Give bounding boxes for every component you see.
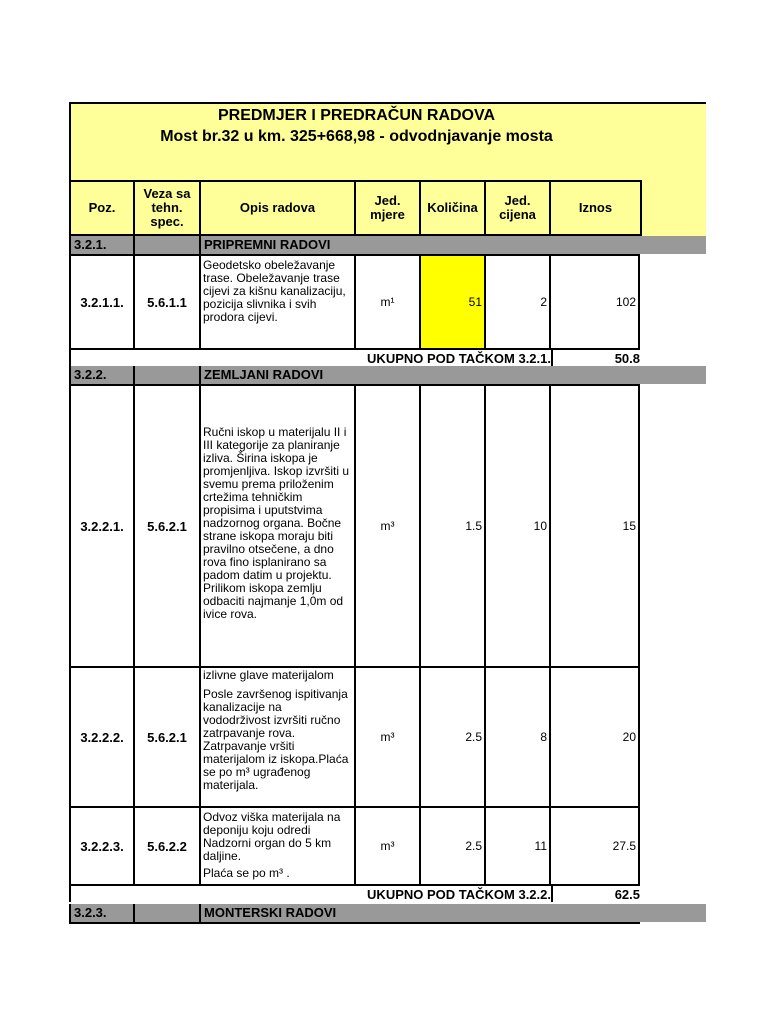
section-name[interactable]: MONTERSKI RADOVI — [199, 904, 640, 922]
section-name[interactable]: PRIPREMNI RADOVI — [199, 236, 640, 254]
header-opis[interactable]: Opis radova — [199, 180, 354, 236]
column-header-row — [69, 180, 706, 236]
total-value[interactable]: 62.5 — [551, 886, 642, 902]
cell-cijena[interactable]: 11 — [484, 806, 549, 884]
cell-kolicina[interactable]: 1.5 — [419, 384, 484, 666]
cell-opis[interactable] — [199, 666, 354, 806]
opis-text-unit: Plaća se po m³ . — [203, 866, 290, 880]
cell-jed[interactable]: m³ — [354, 384, 419, 666]
section-row-3-2-2 — [69, 366, 706, 384]
header-jed-cijena[interactable]: Jed. cijena — [484, 180, 549, 236]
document-title: PREDMJER I PREDRAČUN RADOVA — [217, 107, 496, 124]
table-bottom-border — [69, 922, 640, 924]
cell-iznos[interactable]: 20 — [549, 666, 640, 806]
table-row — [69, 806, 640, 884]
opis-text-first: izlivne glave materijalom — [203, 668, 334, 682]
header-iznos[interactable]: Iznos — [549, 180, 642, 236]
section-code[interactable]: 3.2.2. — [69, 366, 133, 384]
section-name[interactable]: ZEMLJANI RADOVI — [199, 366, 640, 384]
cell-veza[interactable]: 5.6.2.2 — [133, 806, 199, 884]
section-code[interactable]: 3.2.3. — [69, 904, 133, 922]
spreadsheet — [69, 102, 706, 926]
cell-veza[interactable]: 5.6.2.1 — [133, 384, 199, 666]
cell-veza[interactable]: 5.6.1.1 — [133, 254, 199, 348]
header-poz[interactable]: Poz. — [69, 180, 133, 236]
cell-jed[interactable]: m¹ — [354, 254, 419, 348]
total-row-3-2-2 — [69, 884, 640, 902]
cell-poz[interactable]: 3.2.2.2. — [69, 666, 133, 806]
cell-poz[interactable]: 3.2.2.1. — [69, 384, 133, 666]
cell-iznos[interactable]: 102 — [549, 254, 640, 348]
opis-text: Ručni iskop u materijalu II i III kategorije za planiranje izliva. Širina iskopa je promjenljiva. Iskop izvršiti u svemu prema priloženim crtežima tehničkim propisima i uputstvima nadzornog organa. Bočne strane iskopa moraju biti pravilno otsečene, a dno rova fino isplanirano sa padom datim u projektu. Prilikom iskopa zemlju odbaciti najmanje 1,0m od ivice rova. — [203, 424, 350, 621]
cell-kolicina[interactable]: 2.5 — [419, 666, 484, 806]
section-code[interactable]: 3.2.1. — [69, 236, 133, 254]
cell-jed[interactable]: m³ — [354, 666, 419, 806]
header-veza[interactable]: Veza sa tehn. spec. — [133, 180, 199, 236]
section-empty[interactable] — [133, 366, 199, 384]
cell-iznos[interactable]: 15 — [549, 384, 640, 666]
table-row — [69, 666, 640, 806]
total-value[interactable]: 50.8 — [551, 350, 642, 366]
cell-kolicina-highlighted[interactable]: 51 — [419, 254, 484, 348]
section-empty[interactable] — [133, 236, 199, 254]
section-row-3-2-1 — [69, 236, 706, 254]
header-jed-mjere[interactable]: Jed. mjere — [354, 180, 419, 236]
table-row — [69, 254, 640, 348]
opis-text: Posle završenog ispitivanja kanalizacije na vododrživost izvršiti ručno zatrpavanje rova. Zatrpavanje vršiti materijalom iz iskopa.Plaća se po m³ ugrađenog materijala. — [203, 687, 349, 792]
total-label[interactable]: UKUPNO POD TAČKOM 3.2.2. — [367, 887, 551, 902]
cell-jed[interactable]: m³ — [354, 806, 419, 884]
table-row — [69, 384, 640, 666]
cell-poz[interactable]: 3.2.1.1. — [69, 254, 133, 348]
opis-text: Odvoz viška materijala na deponiju koju odredi Nadzorni organ do 5 km daljine. — [203, 810, 341, 863]
total-label[interactable]: UKUPNO POD TAČKOM 3.2.1. — [367, 351, 551, 366]
title-block — [69, 102, 706, 180]
section-row-3-2-3 — [69, 904, 706, 922]
section-empty[interactable] — [133, 904, 199, 922]
cell-opis[interactable] — [199, 254, 354, 348]
opis-text: Geodetsko obeležavanje trase. Obeležavanje trase cijevi za kišnu kanalizaciju, pozicija slivnika i svih prodora cijevi. — [203, 258, 346, 324]
cell-cijena[interactable]: 2 — [484, 254, 549, 348]
cell-opis[interactable] — [199, 806, 354, 884]
total-row-3-2-1 — [69, 348, 640, 366]
cell-veza[interactable]: 5.6.2.1 — [133, 666, 199, 806]
cell-cijena[interactable]: 8 — [484, 666, 549, 806]
cell-opis[interactable] — [199, 384, 354, 666]
document-subtitle: Most br.32 u km. 325+668,98 - odvodnjavanje mosta — [160, 128, 553, 145]
cell-cijena[interactable]: 10 — [484, 384, 549, 666]
cell-kolicina[interactable]: 2.5 — [419, 806, 484, 884]
header-kolicina[interactable]: Količina — [419, 180, 484, 236]
cell-poz[interactable]: 3.2.2.3. — [69, 806, 133, 884]
cell-iznos[interactable]: 27.5 — [549, 806, 640, 884]
